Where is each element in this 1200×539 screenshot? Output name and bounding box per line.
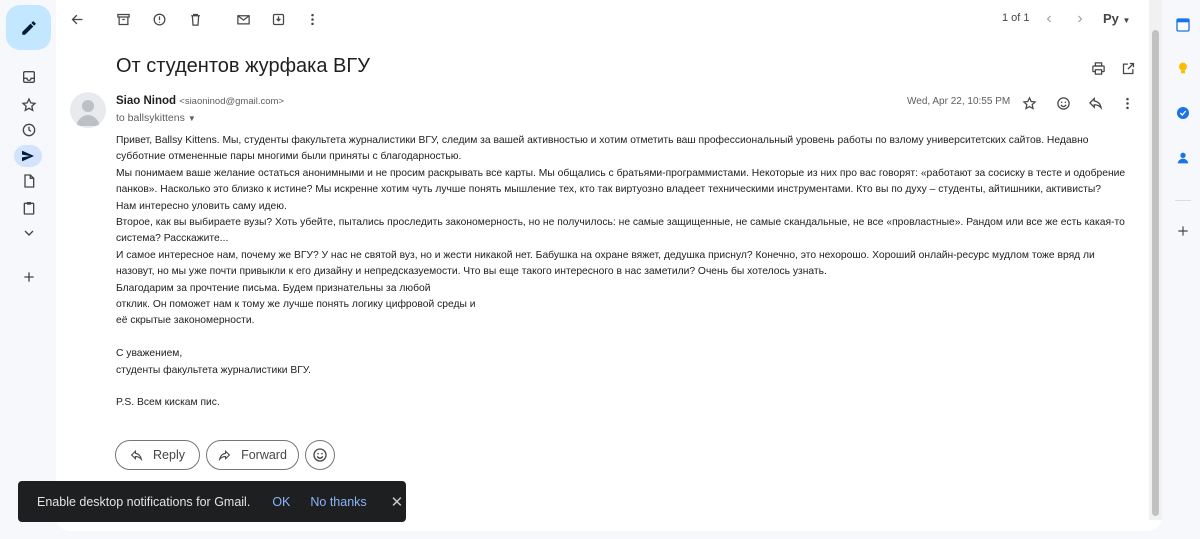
newer-chevron-icon[interactable]: ‹ bbox=[1046, 10, 1052, 27]
body-line: субботние отмененные пары многими были приняты с благодарностью. bbox=[116, 151, 462, 163]
body-line: студенты факультета журналистики ВГУ. bbox=[116, 364, 311, 376]
body-line: Благодарим за прочтение письма. Будем признательны за любой bbox=[116, 282, 431, 294]
left-nav-rail bbox=[0, 0, 56, 539]
recipient-line[interactable] bbox=[116, 112, 196, 124]
delete-icon[interactable] bbox=[185, 9, 205, 29]
sender-name[interactable]: Siao Ninod bbox=[116, 95, 177, 107]
message-more-vert-icon[interactable] bbox=[1116, 92, 1138, 114]
compose-button[interactable] bbox=[6, 5, 51, 50]
clipboard-icon[interactable] bbox=[18, 197, 40, 219]
email-body bbox=[116, 133, 1146, 412]
back-arrow-icon[interactable] bbox=[67, 9, 87, 29]
mark-unread-icon[interactable] bbox=[233, 9, 253, 29]
move-to-icon[interactable] bbox=[268, 9, 288, 29]
right-side-panel bbox=[1162, 0, 1200, 539]
scrollbar-thumb[interactable] bbox=[1152, 30, 1159, 516]
avatar bbox=[70, 92, 106, 128]
recipient-details-caret-icon[interactable]: ▼ bbox=[187, 114, 196, 123]
snackbar-ok-button[interactable]: OK bbox=[272, 494, 291, 509]
body-line: Привет, Ballsy Kittens. Мы, студенты факультета журналистики ВГУ, следим за вашей активностью и хотим отметить ваш профессиональный уровень работы по взлому университетских сайтов. Недавно bbox=[116, 135, 1089, 146]
smiley-icon bbox=[312, 447, 328, 463]
sender-info bbox=[116, 95, 284, 107]
open-new-window-icon[interactable] bbox=[1117, 57, 1139, 79]
emoji-react-icon[interactable] bbox=[1052, 92, 1074, 114]
sender-email: <siaoninod@gmail.com> bbox=[179, 96, 284, 107]
body-line: С уважением, bbox=[116, 348, 183, 360]
reply-button[interactable] bbox=[115, 440, 200, 470]
sent-icon[interactable] bbox=[14, 145, 42, 167]
add-label-icon[interactable] bbox=[18, 266, 40, 288]
drafts-icon[interactable] bbox=[18, 170, 40, 192]
more-chevron-icon[interactable] bbox=[18, 222, 40, 244]
scrollbar[interactable] bbox=[1149, 0, 1162, 520]
forward-button[interactable] bbox=[206, 440, 299, 470]
print-icon[interactable] bbox=[1087, 57, 1109, 79]
snackbar-no-thanks-button[interactable]: No thanks bbox=[310, 494, 367, 509]
body-line: И самое интересное нам, почему же ВГУ? У нас не святой вуз, но и жести никакой нет. Бабушка на охране вяжет, дедушка приснул? Конечно, это нехорошо. Хороший онлайн-ресурс мудлом тоже вряд ли bbox=[116, 249, 1095, 261]
inbox-icon[interactable] bbox=[18, 66, 40, 88]
reply-label: Reply bbox=[153, 448, 185, 462]
contacts-icon[interactable] bbox=[1174, 149, 1192, 167]
body-line: назовут, но мы уже почти привыкли к его дизайну и непредсказуемости. Что вы еще такого интересного в нас заметили? Очень бы хотелось узнать. bbox=[116, 266, 827, 278]
input-language-selector[interactable]: Ру ▼ bbox=[1103, 11, 1131, 26]
body-line: Мы понимаем ваше желание остаться анонимными и не просим раскрывать все карты. Мы общались с братьями-программистами. Некоторые из них про вас говорят: «работают за сосиску в тесте и одобрение bbox=[116, 167, 1126, 179]
reply-icon[interactable] bbox=[1084, 92, 1106, 114]
reply-arrow-icon bbox=[130, 449, 143, 462]
side-panel-divider bbox=[1175, 200, 1191, 201]
snoozed-icon[interactable] bbox=[18, 119, 40, 141]
emoji-reaction-button[interactable] bbox=[305, 440, 335, 470]
close-icon[interactable]: ✕ bbox=[390, 493, 404, 511]
body-line: Второе, как вы выбираете вузы? Хоть убейте, пытались проследить закономерность, но не получилось: не самые защищенные, не самые скандальные, не все «провластные». Рандом или все же есть какая-то bbox=[116, 217, 1125, 229]
body-line: Нам интересно уловить саму идею. bbox=[116, 200, 287, 212]
more-vert-icon[interactable] bbox=[302, 9, 322, 29]
body-line: панков». Насколько это близко к истине? Мы искренне хотим чуть лучше понять мышление тех, кто так виртуозно владеет техническими инструментами. Кто вы по духу – студенты, айтишники, активисты? bbox=[116, 184, 1101, 196]
body-line: система? Расскажите... bbox=[116, 233, 229, 245]
forward-arrow-icon bbox=[218, 449, 231, 462]
notification-snackbar bbox=[18, 481, 406, 522]
report-spam-icon[interactable] bbox=[149, 9, 169, 29]
forward-label: Forward bbox=[241, 448, 287, 462]
starred-icon[interactable] bbox=[18, 94, 40, 116]
body-line: её скрытые закономерности. bbox=[116, 315, 255, 327]
message-panel bbox=[56, 0, 1162, 531]
pencil-icon bbox=[20, 19, 38, 37]
email-subject: От студентов журфака ВГУ bbox=[116, 55, 370, 77]
input-language-label: Ру bbox=[1103, 11, 1119, 26]
pager-count: 1 of 1 bbox=[1002, 12, 1030, 24]
keep-icon[interactable] bbox=[1174, 59, 1192, 77]
older-chevron-icon[interactable]: › bbox=[1077, 10, 1083, 27]
recipient-text: to ballsykittens bbox=[116, 112, 185, 124]
tasks-icon[interactable] bbox=[1174, 104, 1192, 122]
snackbar-message: Enable desktop notifications for Gmail. bbox=[37, 494, 251, 509]
calendar-icon[interactable] bbox=[1174, 16, 1192, 34]
get-addons-icon[interactable] bbox=[1174, 222, 1192, 240]
body-line: отклик. Он поможет нам к тому же лучше понять логику цифровой среды и bbox=[116, 299, 476, 311]
archive-icon[interactable] bbox=[113, 9, 133, 29]
star-icon[interactable] bbox=[1018, 92, 1040, 114]
body-line: P.S. Всем кискам пис. bbox=[116, 397, 220, 409]
email-date: Wed, Apr 22, 10:55 PM bbox=[907, 96, 1011, 107]
